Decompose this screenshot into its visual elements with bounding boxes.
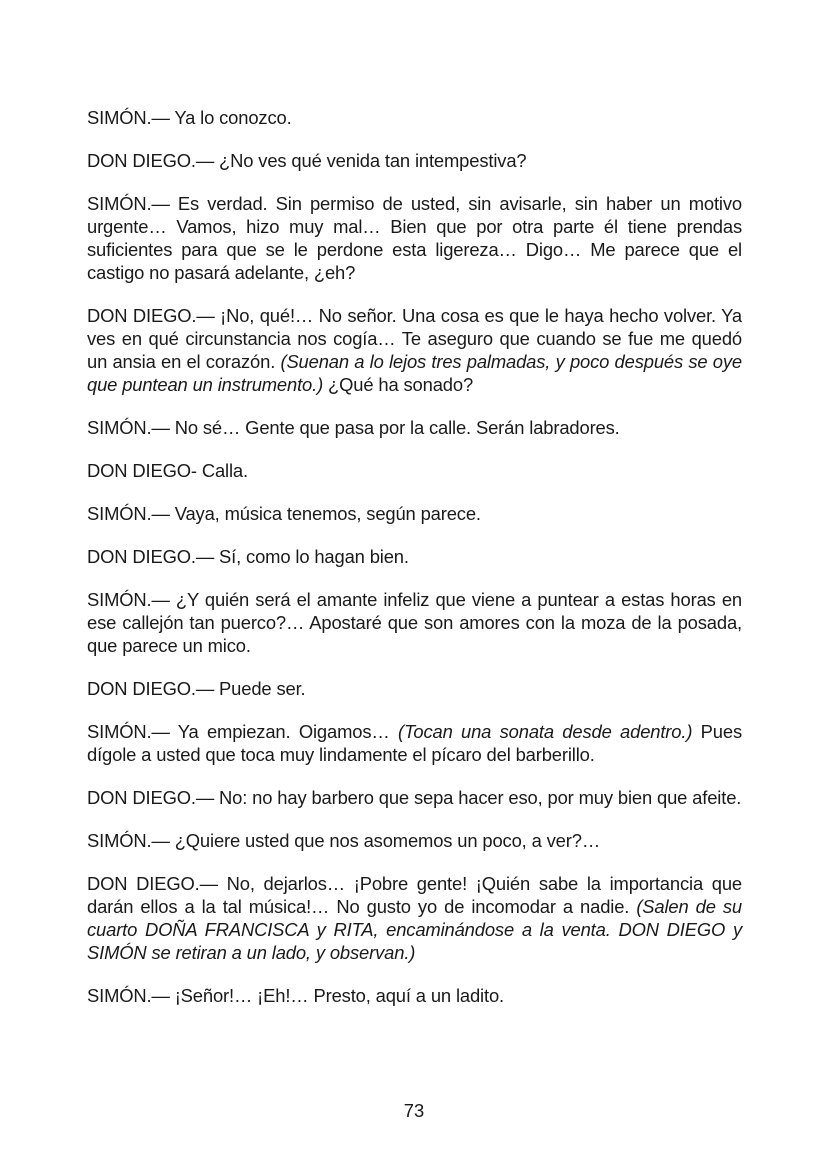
dialogue-paragraph xyxy=(87,192,742,284)
speaker-name: DON DIEGO.— xyxy=(87,678,215,699)
dialogue-paragraph xyxy=(87,720,742,766)
dialogue-text: Vaya, música tenemos, según parece. xyxy=(169,503,481,524)
dialogue-text: Puede ser. xyxy=(214,678,306,699)
dialogue-paragraph xyxy=(87,872,742,964)
dialogue-text: No sé… Gente que pasa por la calle. Serán labradores. xyxy=(169,417,620,438)
dialogue-paragraph xyxy=(87,304,742,396)
dialogue-text: ¿Y quién será el amante infeliz que viene a puntear a estas horas en ese callejón tan puerco?… Apostaré que son amores con la moza de la posada, que parece un mico. xyxy=(87,589,742,656)
speaker-name: SIMÓN.— xyxy=(87,985,170,1006)
stage-direction: (Salen de su cuarto DOÑA FRANCISCA y RITA, encaminándose a la venta. DON DIEGO y SIMÓN se retiran a un lado, y observan.) xyxy=(87,896,742,963)
dialogue-paragraph xyxy=(87,677,742,700)
dialogue-text: Calla. xyxy=(196,460,248,481)
speaker-name: SIMÓN.— xyxy=(87,830,170,851)
dialogue-text: Ya lo conozco. xyxy=(169,107,292,128)
dialogue-text: No: no hay barbero que sepa hacer eso, por muy bien que afeite. xyxy=(214,787,742,808)
script-text-body xyxy=(87,106,742,1027)
speaker-name: SIMÓN.— xyxy=(87,721,170,742)
dialogue-paragraph xyxy=(87,459,742,482)
dialogue-paragraph xyxy=(87,588,742,657)
speaker-name: SIMÓN.— xyxy=(87,417,170,438)
speaker-name: DON DIEGO- xyxy=(87,460,197,481)
dialogue-paragraph xyxy=(87,786,742,809)
dialogue-text: No, dejarlos… ¡Pobre gente! ¡Quién sabe la importancia que darán ellos a la tal música!… No gusto yo de incomodar a nadie. xyxy=(87,873,743,917)
dialogue-text: ¿Quiere usted que nos asomemos un poco, a ver?… xyxy=(169,830,601,851)
dialogue-paragraph xyxy=(87,545,742,568)
speaker-name: DON DIEGO.— xyxy=(87,787,215,808)
dialogue-text: ¡Señor!… ¡Eh!… Presto, aquí a un ladito. xyxy=(169,985,504,1006)
speaker-name: SIMÓN.— xyxy=(87,193,170,214)
dialogue-text: ¿Qué ha sonado? xyxy=(323,374,474,395)
speaker-name: SIMÓN.— xyxy=(87,503,170,524)
stage-direction: (Tocan una sonata desde adentro.) xyxy=(398,721,693,742)
dialogue-text: Sí, como lo hagan bien. xyxy=(214,546,409,567)
dialogue-paragraph xyxy=(87,416,742,439)
speaker-name: SIMÓN.— xyxy=(87,589,170,610)
dialogue-paragraph xyxy=(87,984,742,1007)
dialogue-paragraph xyxy=(87,106,742,129)
speaker-name: DON DIEGO.— xyxy=(87,305,215,326)
dialogue-paragraph xyxy=(87,829,742,852)
page-number: 73 xyxy=(403,1100,425,1121)
speaker-name: DON DIEGO.— xyxy=(87,873,218,894)
dialogue-text: Ya empiezan. Oigamos… xyxy=(169,721,398,742)
dialogue-paragraph xyxy=(87,502,742,525)
dialogue-text: Pues dígole a usted que toca muy lindamente el pícaro del barberillo. xyxy=(87,721,743,765)
speaker-name: DON DIEGO.— xyxy=(87,150,215,171)
dialogue-text: ¡No, qué!… No señor. Una cosa es que le haya hecho volver. Ya ves en qué circunstancia nos cogía… Te aseguro que cuando se fue me quedó un ansia en el corazón. xyxy=(87,305,742,372)
dialogue-text: ¿No ves qué venida tan intempestiva? xyxy=(214,150,527,171)
dialogue-text: Es verdad. Sin permiso de usted, sin avisarle, sin haber un motivo urgente… Vamos, hizo muy mal… Bien que por otra parte él tiene prendas suficientes para que se le perdone esta ligereza… Digo… Me parece que el castigo no pasará adelante, ¿eh? xyxy=(87,193,742,283)
stage-direction: (Suenan a lo lejos tres palmadas, y poco después se oye que puntean un instrumento.) xyxy=(87,351,742,395)
speaker-name: SIMÓN.— xyxy=(87,107,170,128)
dialogue-paragraph xyxy=(87,149,742,172)
speaker-name: DON DIEGO.— xyxy=(87,546,215,567)
